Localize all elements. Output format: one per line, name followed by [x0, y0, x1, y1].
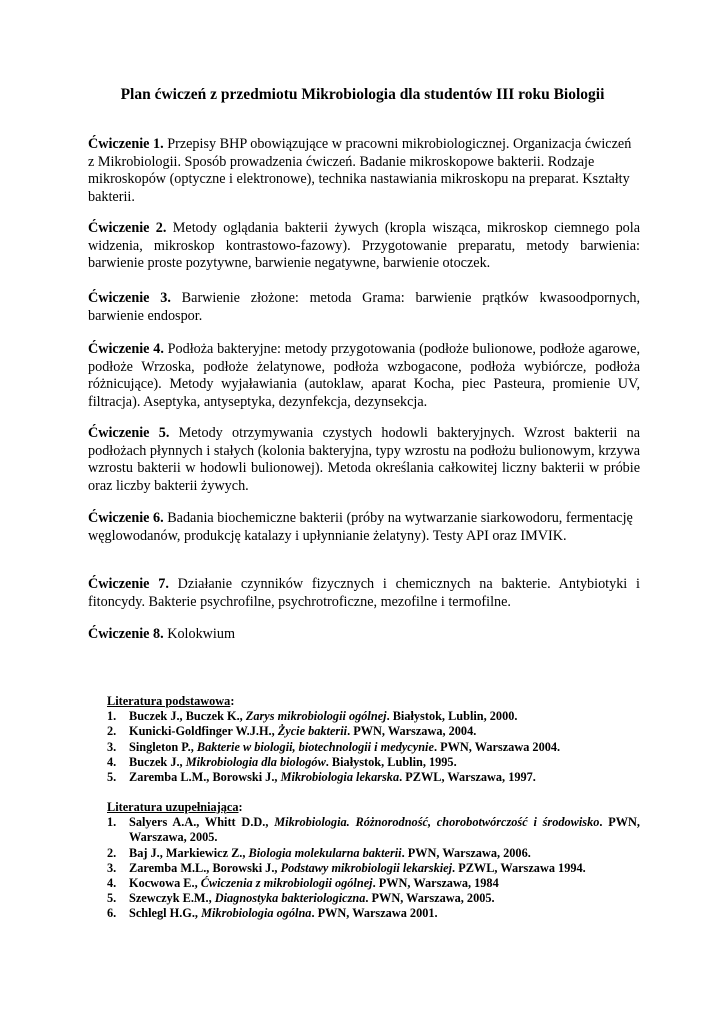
exercise-label: Ćwiczenie 2.	[88, 220, 167, 236]
exercise-label: Ćwiczenie 5.	[88, 425, 170, 441]
list-item: 5. Szewczyk E.M., Diagnostyka bakteriologiczna. PWN, Warszawa, 2005.	[107, 891, 495, 906]
literature-extra-heading: Literatura uzupełniająca:	[107, 800, 243, 814]
literature-extra-list	[107, 815, 640, 921]
exercise-7	[88, 576, 640, 611]
list-item: 2. Baj J., Markiewicz Z., Biologia molekularna bakterii. PWN, Warszawa, 2006.	[107, 845, 531, 860]
list-item: 1. Buczek J., Buczek K., Zarys mikrobiologii ogólnej. Białystok, Lublin, 2000.	[107, 709, 518, 724]
literature-extra	[107, 800, 640, 922]
exercise-5	[88, 425, 640, 495]
exercise-text: Kolokwium	[163, 626, 235, 642]
literature-basic	[107, 694, 640, 785]
exercise-8	[88, 626, 640, 644]
exercise-label: Ćwiczenie 1.	[88, 136, 164, 152]
exercise-4	[88, 341, 640, 411]
list-item: 2. Kunicki-Goldfinger W.J.H., Życie bakterii. PWN, Warszawa, 2004.	[107, 724, 477, 739]
exercise-label: Ćwiczenie 8.	[88, 626, 164, 642]
exercise-label: Ćwiczenie 3.	[88, 290, 171, 306]
literature-basic-heading: Literatura podstawowa:	[107, 694, 235, 708]
exercise-text: Metody oglądania bakterii żywych (kropla wisząca, mikroskop ciemnego pola widzenia, mikroskop kontrastowo-fazowy). Przygotowanie preparatu, metody barwienia: barwienie proste pozytywne, barwienie negatywne, barwienie otoczek.	[88, 220, 640, 271]
exercise-label: Ćwiczenie 6.	[88, 510, 164, 526]
list-item: 3. Zaremba M.L., Borowski J., Podstawy mikrobiologii lekarskiej. PZWL, Warszawa 1994.	[107, 860, 586, 875]
exercise-text: Badania biochemiczne bakterii (próby na wytwarzanie siarkowodoru, fermentację węglowodanów, produkcję katalazy i upłynnianie żelatyny). Testy API oraz IMVIK.	[88, 510, 633, 544]
exercise-text: Działanie czynników fizycznych i chemicznych na bakterie. Antybiotyki i fitoncydy. Bakterie psychrofilne, psychrotroficzne, mezofilne i termofilne.	[88, 576, 640, 610]
exercise-6	[88, 510, 640, 545]
exercise-3	[88, 290, 640, 325]
exercise-text: Barwienie złożone: metoda Grama: barwienie prątków kwasoodpornych, barwienie endospor.	[88, 290, 640, 324]
list-item: 5. Zaremba L.M., Borowski J., Mikrobiologia lekarska. PZWL, Warszawa, 1997.	[107, 770, 536, 785]
exercise-1	[88, 136, 640, 206]
exercise-text: Przepisy BHP obowiązujące w pracowni mikrobiologicznej. Organizacja ćwiczeń z Mikrobiologii. Sposób prowadzenia ćwiczeń. Badanie mikroskopowe bakterii. Rodzaje mikroskopów (optyczne i elektronowe), technika nastawiania mikroskopu na preparat. Kształty bakterii.	[88, 136, 632, 205]
list-item: 3. Singleton P., Bakterie w biologii, biotechnologii i medycynie. PWN, Warszawa 2004.	[107, 739, 561, 754]
list-item: 1. Salyers A.A., Whitt D.D., Mikrobiologia. Różnorodność, chorobotwórczość i środowisko. PWN, Warszawa, 2005.	[107, 815, 640, 845]
list-item: 4. Buczek J., Mikrobiologia dla biologów. Białystok, Lublin, 1995.	[107, 754, 457, 769]
exercise-text: Podłoża bakteryjne: metody przygotowania (podłoże bulionowe, podłoże agarowe, podłoże Wrzoska, podłoże żelatynowe, podłoża wzbogacone, podłoża wybiórcze, podłoża różnicujące). Metody wyjaławiania (autoklaw, aparat Kocha, piec Pasteura, promienie UV, filtracja). Aseptyka, antyseptyka, dezynfekcja, dezynsekcja.	[88, 341, 640, 410]
exercise-2	[88, 220, 640, 273]
list-item: 4. Kocwowa E., Ćwiczenia z mikrobiologii ogólnej. PWN, Warszawa, 1984	[107, 876, 499, 891]
exercise-label: Ćwiczenie 4.	[88, 341, 164, 357]
literature-basic-list	[107, 709, 640, 785]
list-item: 6. Schlegl H.G., Mikrobiologia ogólna. PWN, Warszawa 2001.	[107, 906, 438, 921]
page-title: Plan ćwiczeń z przedmiotu Mikrobiologia dla studentów III roku Biologii	[120, 86, 605, 103]
exercise-label: Ćwiczenie 7.	[88, 576, 169, 592]
exercise-text: Metody otrzymywania czystych hodowli bakteryjnych. Wzrost bakterii na podłożach płynnych i stałych (kolonia bakteryjna, typy wzrostu na podłożu bulionowym, krzywa wzrostu bakterii w hodowli bulionowej). Metoda określania całkowitej liczny bakterii w próbie oraz liczby bakterii żywych.	[88, 425, 640, 494]
